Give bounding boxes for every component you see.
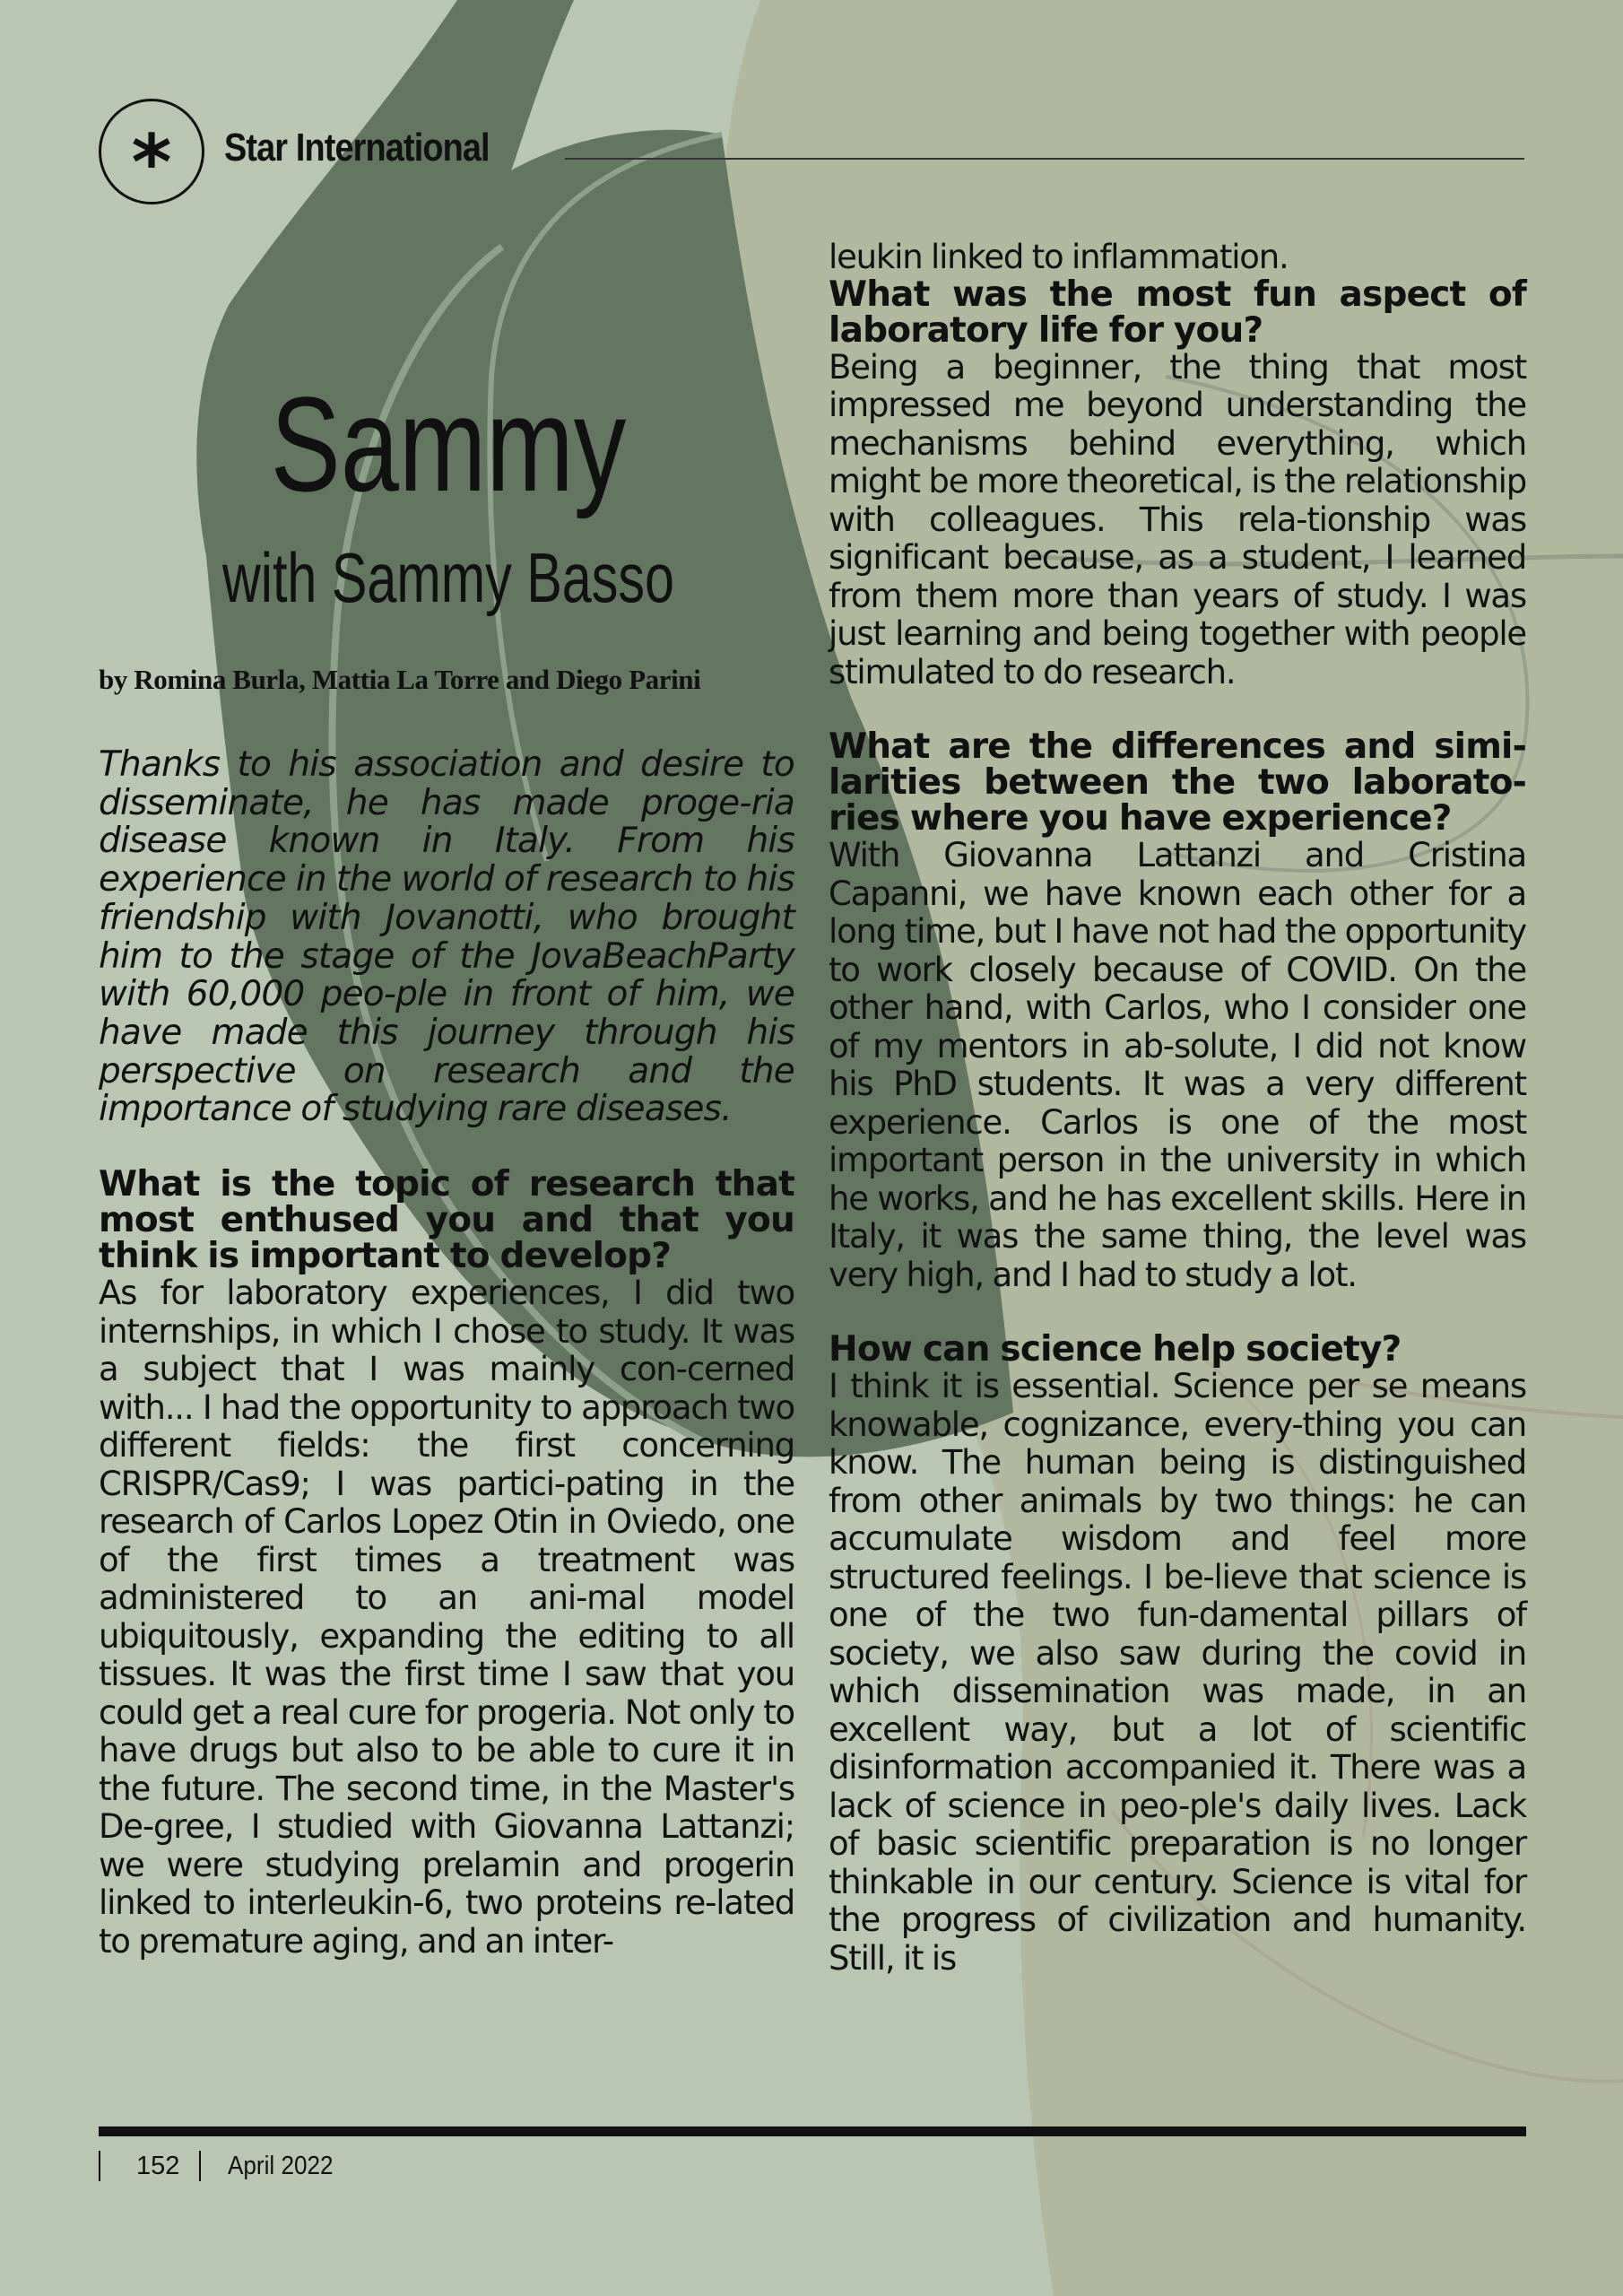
header-rule <box>565 158 1524 160</box>
answer-paragraph: As for laboratory experiences, I did two internships, in which I chose to study. It was a subject that I was mainly con-cerned with... I had the opportunity to approach two different fields: the first concerning CRISPR/Cas9; I was partici-pating in the research of Carlos Lopez Otin in Oviedo, one of the first times a treatment was administered to an ani-mal model ubiquitously, expanding the editing to all tissues. It was the first time I saw that you could get a real cure for progeria. Not only to have drugs but also to be able to cure it in the future. The second time, in the Master's De-gree, I studied with Giovanna Lattanzi; we were studying prelamin and progerin linked to interleukin-6, two proteins re-lated to premature aging, and an inter- <box>99 1274 794 1961</box>
question-heading: How can science help society? <box>829 1329 1402 1370</box>
right-column <box>829 239 1526 1978</box>
answer-paragraph: Being a beginner, the thing that most impressed me beyond understanding the mechanisms behind everything, which might be more theoretical, is the relationship with colleagues. This rela-tionship was significant because, as a student, I learned from them more than years of study. I was just learning and being together with people stimulated to do research. <box>829 347 1526 691</box>
article-byline: by Romina Burla, Mattia La Torre and Diego Parini <box>99 664 701 695</box>
footer <box>99 2151 345 2181</box>
article-title: Sammy <box>270 369 627 519</box>
question-heading: What was the most fun aspect of laboratory life for you? <box>829 274 1526 351</box>
answer-paragraph: With Giovanna Lattanzi and Cristina Capanni, we have known each other for a long time, but I have not had the opportunity to work closely because of COVID. On the other hand, with Carlos, who I consider one of my mentors in ab-solute, I did not know his PhD students. It was a very different experience. Carlos is one of the most important person in the university in which he works, and he has excellent skills. Here in Italy, it was the same thing, the level was very high, and I had to study a lot. <box>829 836 1526 1294</box>
issue-date: April 2022 <box>228 2151 334 2180</box>
footer-rule <box>99 2126 1526 2136</box>
logo <box>99 99 204 208</box>
left-column <box>99 746 794 1961</box>
question-heading: What is the topic of research that most enthused you and that you think is important to develop? <box>99 1164 794 1277</box>
asterisk-icon: * <box>131 118 172 208</box>
article-subtitle: with Sammy Basso <box>221 538 675 617</box>
brand-name: Star International <box>224 126 490 170</box>
question-heading: What are the differences and simi-larities between the two laborato-ries where you have experience? <box>829 726 1526 839</box>
answer-paragraph: leukin linked to inflammation. <box>829 238 1289 276</box>
page-number: 152 <box>136 2151 180 2180</box>
footer-divider <box>99 2151 100 2181</box>
article-intro: Thanks to his association and desire to disseminate, he has made proge-ria disease known in Italy. From his experience in the world of research to his friendship with Jovanotti, who brought him to the stage of the JovaBeachParty with 60,000 peo-ple in front of him, we have made this journey through his perspective on research and the importance of studying rare diseases. <box>99 744 794 1130</box>
answer-paragraph: I think it is essential. Science per se means knowable, cognizance, every-thing you can know. The human being is distinguished from other animals by two things: he can accumulate wisdom and feel more structured feelings. I be-lieve that science is one of the two fun-damental pillars of society, we also saw during the covid in which dissemination was made, in an excellent way, but a lot of scientific disinformation accompanied it. There was a lack of science in peo-ple's daily lives. Lack of basic scientific preparation is no longer thinkable in our century. Science is vital for the progress of civilization and humanity. Still, it is <box>829 1367 1526 1978</box>
footer-divider <box>199 2151 201 2181</box>
